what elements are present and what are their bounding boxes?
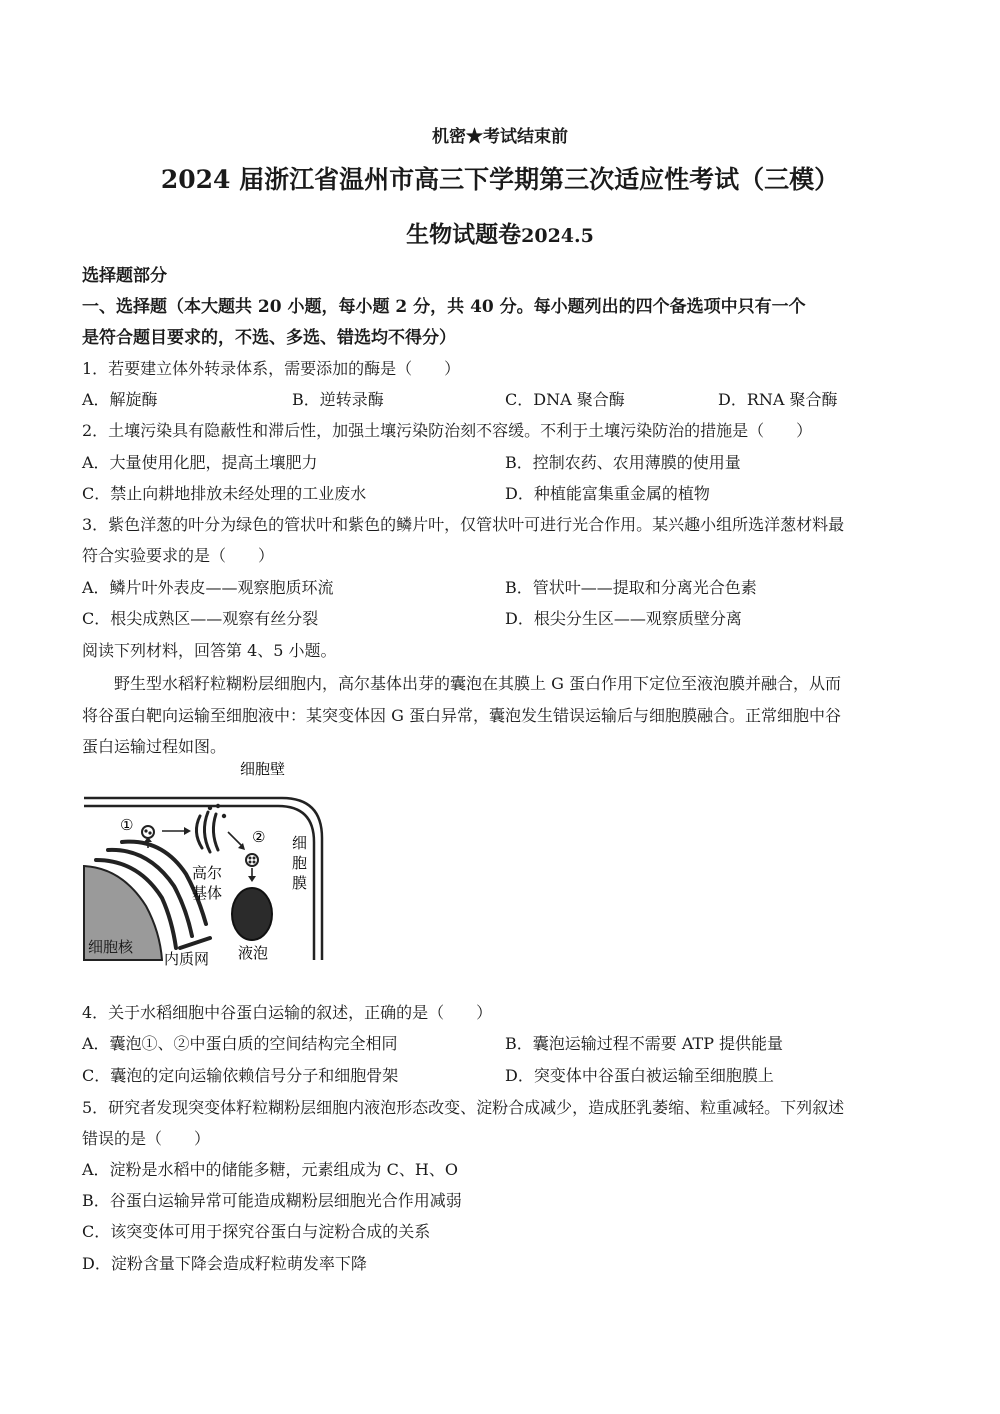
section-instructions-2: 是符合题目要求的，不选、多选、错选均不得分） xyxy=(82,328,456,348)
q4-option-c: C．囊泡的定向运输依赖信号分子和细胞骨架 xyxy=(82,1066,399,1085)
q1-option-c: C．DNA 聚合酶 xyxy=(505,390,625,409)
q2-stem: 2．土壤污染具有隐蔽性和滞后性，加强土壤污染防治刻不容缓。不利于土壤污染防治的措施是（ ） xyxy=(82,421,813,440)
marker-1: ① xyxy=(120,816,134,834)
subject-name: 生物试题卷 xyxy=(406,221,522,248)
q5-stem-2: 错误的是（ ） xyxy=(82,1129,211,1148)
section-instructions-1: 一、选择题（本大题共 20 小题，每小题 2 分，共 40 分。每小题列出的四个备选项中只有一个 xyxy=(82,297,806,317)
label-cell-membrane-2: 胞 xyxy=(292,854,308,872)
label-golgi-2: 基体 xyxy=(192,884,223,902)
label-vacuole: 液泡 xyxy=(238,944,269,962)
q1-option-a: A．解旋酶 xyxy=(82,390,158,409)
golgi-shape xyxy=(196,812,218,852)
q2-option-c: C．禁止向耕地排放未经处理的工业废水 xyxy=(82,484,367,503)
q3-option-d: D．根尖分生区——观察质壁分离 xyxy=(505,609,742,628)
exam-subtitle xyxy=(0,216,1000,249)
vacuole-shape xyxy=(232,888,272,940)
q5-option-b: B．谷蛋白运输异常可能造成糊粉层细胞光合作用减弱 xyxy=(82,1191,462,1210)
protein-transport-figure xyxy=(82,756,327,966)
q3-stem-1: 3．紫色洋葱的叶分为绿色的管状叶和紫色的鳞片叶，仅管状叶可进行光合作用。某兴趣小组所选洋葱材料最 xyxy=(82,515,845,534)
q4-option-d: D．突变体中谷蛋白被运输至细胞膜上 xyxy=(505,1066,774,1085)
material-intro: 阅读下列材料，回答第 4、5 小题。 xyxy=(82,641,337,660)
q4-option-b: B．囊泡运输过程不需要 ATP 提供能量 xyxy=(505,1034,784,1053)
label-cell-wall: 细胞壁 xyxy=(240,760,286,778)
q2-option-d: D．种植能富集重金属的植物 xyxy=(505,484,710,503)
label-cell-membrane-1: 细 xyxy=(292,834,308,852)
material-paragraph-2: 将谷蛋白靶向运输至细胞液中：某突变体因 G 蛋白异常，囊泡发生错误运输后与细胞膜融合。正常细胞中谷 xyxy=(82,706,841,725)
exam-title: 2024 届浙江省温州市高三下学期第三次适应性考试（三模） xyxy=(160,165,840,194)
marker-2: ② xyxy=(252,828,266,846)
q2-option-a: A．大量使用化肥，提高土壤肥力 xyxy=(82,453,318,472)
confidential-mark: 机密★考试结束前 xyxy=(432,127,568,147)
q3-stem-2: 符合实验要求的是（ ） xyxy=(82,546,275,565)
label-nucleus: 细胞核 xyxy=(88,938,134,956)
q5-option-d: D．淀粉含量下降会造成籽粒萌发率下降 xyxy=(82,1254,367,1273)
material-paragraph-1: 野生型水稻籽粒糊粉层细胞内，高尔基体出芽的囊泡在其膜上 G 蛋白作用下定位至液泡膜并融合，从而 xyxy=(114,674,841,693)
q5-stem-1: 5．研究者发现突变体籽粒糊粉层细胞内液泡形态改变、淀粉合成减少，造成胚乳萎缩、粒重减轻。下列叙述 xyxy=(82,1098,845,1117)
q1-stem: 1．若要建立体外转录体系，需要添加的酶是（ ） xyxy=(82,359,461,378)
q5-option-c: C．该突变体可用于探究谷蛋白与淀粉合成的关系 xyxy=(82,1222,431,1241)
section-part: 选择题部分 xyxy=(82,266,167,286)
q3-option-a: A．鳞片叶外表皮——观察胞质环流 xyxy=(82,578,334,597)
exam-date: 2024.5 xyxy=(521,225,594,247)
q1-option-b: B．逆转录酶 xyxy=(292,390,384,409)
q3-option-b: B．管状叶——提取和分离光合色素 xyxy=(505,578,757,597)
label-cell-membrane-3: 膜 xyxy=(292,874,308,892)
q3-option-c: C．根尖成熟区——观察有丝分裂 xyxy=(82,609,319,628)
vesicle-1 xyxy=(142,826,154,838)
material-paragraph-3: 蛋白运输过程如图。 xyxy=(82,737,227,756)
arrow-golgi-to-vesicle xyxy=(228,832,242,846)
q5-option-a: A．淀粉是水稻中的储能多糖，元素组成为 C、H、O xyxy=(82,1160,458,1179)
q2-option-b: B．控制农药、农用薄膜的使用量 xyxy=(505,453,741,472)
q1-option-d: D．RNA 聚合酶 xyxy=(718,390,838,409)
q4-stem: 4．关于水稻细胞中谷蛋白运输的叙述，正确的是（ ） xyxy=(82,1003,493,1022)
vesicle-2 xyxy=(246,854,258,866)
cell-diagram xyxy=(82,756,327,966)
q4-option-a: A．囊泡①、②中蛋白质的空间结构完全相同 xyxy=(82,1034,398,1053)
label-golgi-1: 高尔 xyxy=(192,864,223,882)
label-er: 内质网 xyxy=(164,950,210,966)
